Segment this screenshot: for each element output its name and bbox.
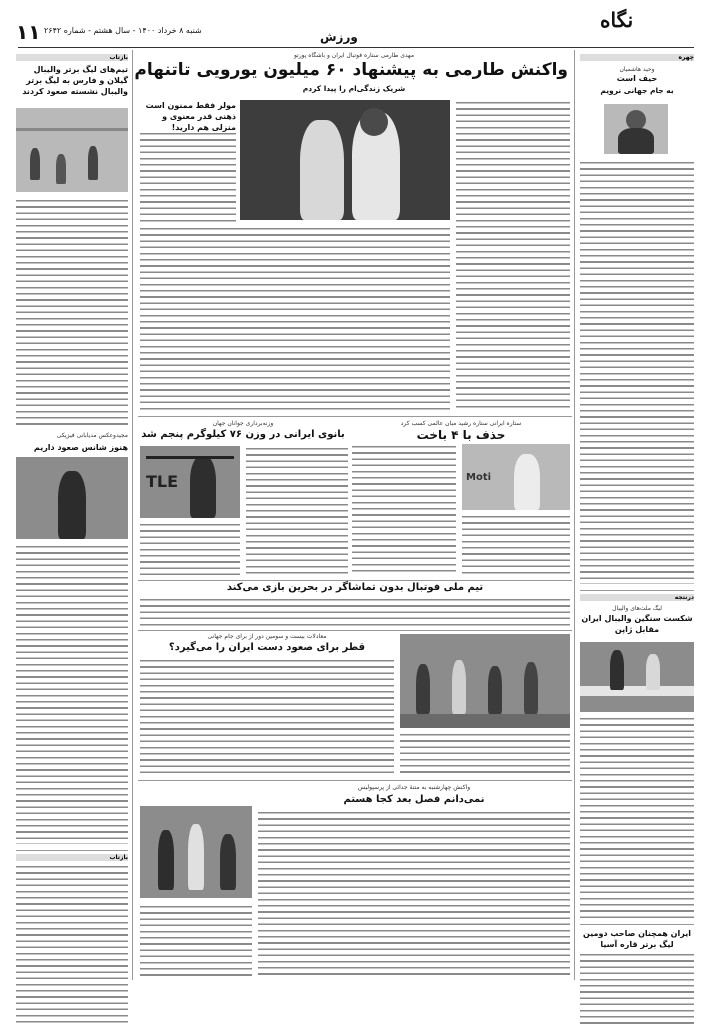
right-headline-mid: شکست سنگین والیبال ایران مقابل ژاپن	[581, 614, 693, 634]
page-number: ۱۱	[16, 20, 41, 44]
weightlifting-headline: بانوی ایرانی در وزن ۷۶ کیلوگرم پنجم شد	[141, 429, 345, 440]
lead-body-right	[456, 100, 570, 412]
lead-headline: واکنش طارمی به پیشنهاد ۶۰ میلیون یورویی تاتنهام	[134, 60, 568, 80]
bahrain-body	[140, 597, 570, 627]
weightlifting-body-2	[140, 522, 240, 576]
bottom-headline: نمی‌دانم فصل بعد کجا هستم	[343, 794, 485, 805]
left-body-text	[16, 198, 128, 428]
section-tag: بازتاب	[16, 854, 128, 861]
dakhi-body-2	[462, 514, 570, 576]
team-training-photo	[400, 634, 570, 728]
volleyball-photo	[16, 108, 128, 192]
dakhi-body-1	[352, 444, 456, 576]
volleyball-match-photo	[580, 642, 694, 712]
section-tag: چهره	[580, 54, 694, 61]
right-body-text-2	[580, 716, 694, 920]
hashemian-photo	[604, 104, 668, 154]
right-body-text-3	[580, 952, 694, 1028]
qatar-headline: قطر برای صعود دست ایران را می‌گیرد؟	[168, 642, 366, 653]
masthead-rule	[18, 47, 694, 48]
left-kicker-2: مجیدوعکس مدیابانی فیزیکی	[56, 432, 128, 439]
dakhi-kicker: ستاره ایرانی ستاره رشید میان عالمی کسب کرد	[400, 420, 522, 427]
qatar-body-1	[140, 658, 394, 776]
section-tag: درنتجه	[580, 594, 694, 601]
left-body-text-2	[16, 544, 128, 844]
right-body-text	[580, 160, 694, 584]
pull-quote: مولر فقط ممنون است ذهنی قدر معنوی و منزلی هم دارید!	[140, 100, 236, 133]
qatar-body-2	[400, 732, 570, 776]
right-headline-top: حیف است	[616, 74, 658, 83]
left-headline-2: هنوز شانس صعود داریم	[33, 443, 128, 452]
right-kicker-mid: لیگ ملت‌های والیبال	[612, 605, 662, 612]
match-photo	[140, 806, 252, 898]
qatar-kicker: معادلات بیست و سومین دور از برای جام جهانی	[207, 633, 327, 640]
lead-subhead: شریک زندگی‌ام را پیدا کردم	[302, 84, 406, 93]
masthead	[0, 0, 709, 46]
section-title: ورزش	[320, 30, 358, 44]
right-subhead-top: به جام جهانی نرویم	[600, 86, 674, 95]
column-rule	[132, 50, 133, 980]
coach-photo	[16, 457, 128, 539]
bottom-kicker: واکنش چهارشنبه به متنهٔ جدائی از پرسپولیس	[357, 784, 471, 791]
weightlifting-kicker: وزنه‌برداری جوانان جهان	[212, 420, 274, 427]
lead-photo	[240, 100, 450, 220]
dakhi-photo: Moti	[462, 444, 570, 510]
right-kicker-top: وحید هاشمیان	[619, 66, 655, 73]
weightlifting-body-1	[246, 446, 348, 576]
section-tag: بازتاب	[16, 54, 128, 61]
newspaper-logo: نگاه	[600, 8, 634, 32]
column-rule	[574, 50, 575, 980]
bottom-body-2	[140, 904, 252, 978]
bottom-body-1	[258, 810, 570, 978]
lead-body-bottom	[140, 226, 450, 412]
left-headline-volleyball: تیم‌های لیگ برتر والیبال گیلان و فارس به لیگ برتر والیبال نشسته صعود کردند	[22, 65, 128, 96]
left-body-text-3	[16, 864, 128, 1024]
dakhi-headline: حذف با ۴ باخت	[416, 428, 506, 442]
issue-info: شنبه ۸ خرداد ۱۴۰۰ - سال هشتم - شماره ۲۶۴۲	[44, 26, 202, 35]
right-headline-bottom: ایران همچنان صاحب دومین لیگ برتر قاره آسیا	[583, 929, 691, 949]
weightlifter-photo: TLE	[140, 446, 240, 518]
bahrain-headline: تیم ملی فوتبال بدون تماشاگر در بحرین بازی می‌کند	[226, 582, 484, 593]
lead-kicker: مهدی طارمی ستاره فوتبال ایران و باشگاه پورتو	[293, 52, 415, 59]
